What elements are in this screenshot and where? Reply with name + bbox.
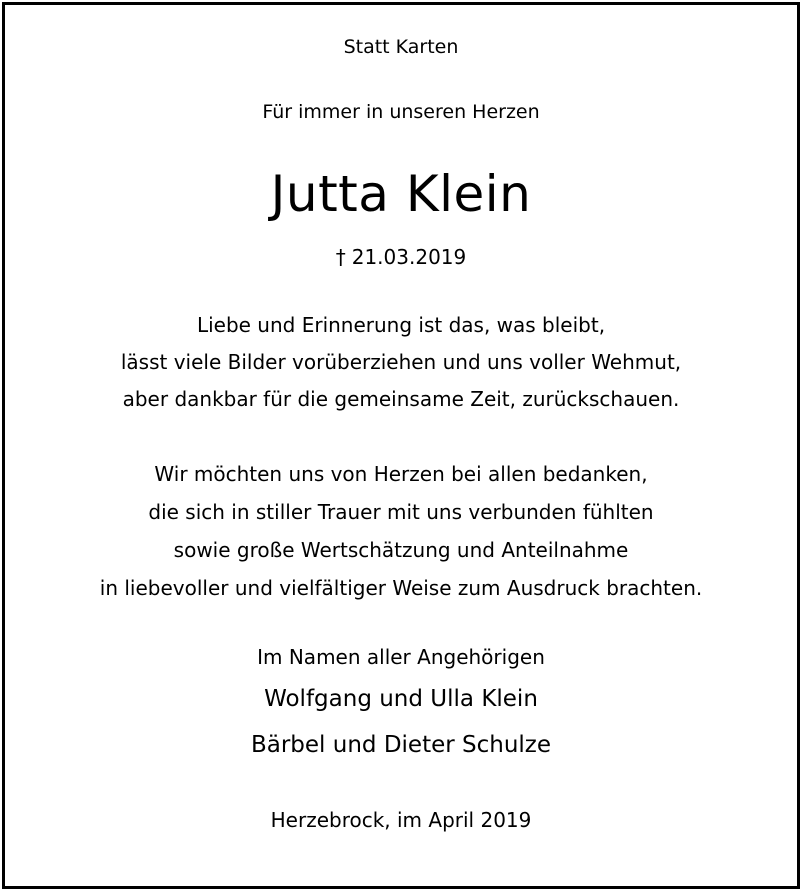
verse-line-1: Liebe und Erinnerung ist das, was bleibt,	[196, 313, 606, 337]
thanks-line-4: in liebevoller und vielfältiger Weise zum Ausdruck brachten.	[99, 576, 703, 600]
thanks-line-2: die sich in stiller Trauer mit uns verbunden fühlten	[148, 500, 654, 524]
statt-karten-text: Statt Karten	[343, 36, 459, 58]
thanks-line-3: sowie große Wertschätzung und Anteilnahme	[173, 538, 629, 562]
cross-icon: †	[335, 245, 346, 269]
thanks-line-1: Wir möchten uns von Herzen bei allen bedanken,	[154, 462, 648, 486]
signature-intro: Im Namen aller Angehörigen	[257, 645, 545, 669]
place-date: Herzebrock, im April 2019	[270, 808, 532, 832]
death-date: 21.03.2019	[351, 245, 467, 269]
deceased-name: Jutta Klein	[270, 165, 532, 223]
death-date-line	[5, 245, 797, 269]
obituary-card	[2, 2, 800, 889]
verse-line-2: lässt viele Bilder vorüberziehen und uns voller Wehmut,	[120, 350, 682, 374]
verse-line-3: aber dankbar für die gemeinsame Zeit, zurückschauen.	[122, 387, 680, 411]
signature-name-2: Bärbel und Dieter Schulze	[250, 732, 552, 758]
motto-text: Für immer in unseren Herzen	[262, 101, 540, 123]
signature-name-1: Wolfgang und Ulla Klein	[264, 686, 538, 712]
